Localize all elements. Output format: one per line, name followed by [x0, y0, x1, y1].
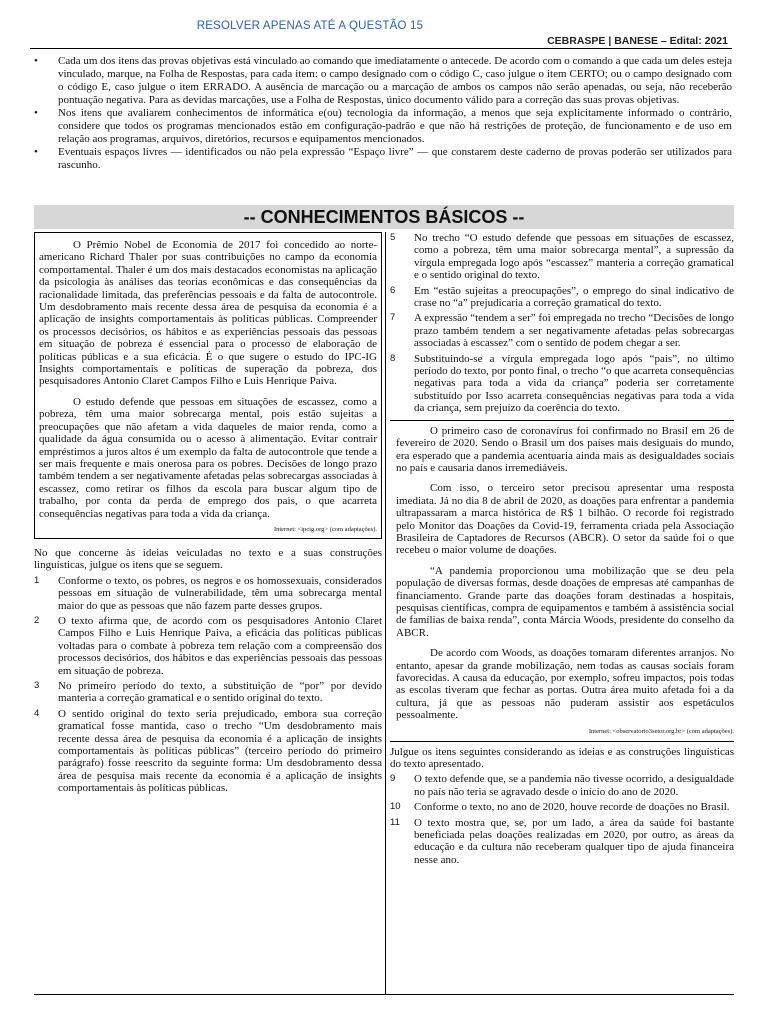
bullet-icon: •	[34, 107, 38, 119]
question-number: 8	[390, 352, 396, 364]
question-item	[390, 285, 734, 310]
question-text: Conforme o texto, os pobres, os negros e os homossexuais, considerados pessoas em situação de vulnerabilidade, têm uma sobrecarga mental maior do que as pessoas que não fazem parte desses grupos.	[58, 574, 382, 612]
question-number: 10	[390, 801, 401, 813]
question-number: 11	[390, 816, 400, 828]
question-text: O texto afirma que, de acordo com os pesquisadores Antonio Claret Campos Filho e Luis Henrique Paiva, a eficácia das políticas públicas voltadas para o combate à pobreza tem relação com a compreensão dos processos decisórios, dos hábitos e das experiências pessoais das pessoas em situação de pobreza.	[58, 614, 382, 677]
question-number: 3	[34, 680, 40, 691]
instructions	[34, 55, 732, 172]
question-item	[390, 312, 734, 349]
question-item	[390, 232, 734, 282]
question-item	[390, 801, 734, 813]
bullet-icon: •	[34, 146, 38, 158]
text2-paragraph: “A pandemia proporcionou uma mobilização que se deu pela população de diversas formas, desde doações de empresas até campanhas de financiamento. Grande parte das doações foram destinadas a hospitais, pesquisas científicas, compra de equipamentos e também à assistência social de famílias de baixa renda”, conta Márcia Woods, presidente do conselho da ABCR.	[396, 564, 734, 639]
column-divider	[385, 232, 386, 994]
text2-paragraph: O primeiro caso de coronavírus foi confirmado no Brasil em 26 de fevereiro de 2020. Sendo o Brasil um dos países mais desiguais do mundo, era esperado que a pandemia acentuaria ainda mais as desigualdades sociais no país e causaria danos irremediáveis.	[396, 424, 734, 474]
question-number: 2	[34, 614, 40, 626]
exam-header: CEBRASPE | BANESE – Edital: 2021	[547, 35, 728, 47]
question-item	[34, 575, 382, 612]
text1-paragraph: O estudo defende que pessoas em situações de escassez, como a pobreza, têm uma maior sobrecarga mental, pois estão sujeitas a preocupações que não afetam a vida daqueles de maior renda, como a qualidade da água consumida ou o acesso à alimentação. Evitar contrair empréstimos a juros altos é um exemplo da falta de autocontrole que tende a ser mais frequente e mais onerosa para os pobres. Decisões de longo prazo também tendem a ser negativamente afetadas pelas sobrecargas associadas à escassez, como retirar os filhos da escola para buscar algum tipo de trabalho, por conta da perda de emprego dos pais, o que acarreta consequências negativas para toda a vida da criança.	[39, 395, 377, 520]
question-item	[34, 708, 382, 795]
question-text: O texto defende que, se a pandemia não tivesse ocorrido, a desigualdade no país não teria se agravado desde o início do ano de 2020.	[414, 773, 734, 798]
question-item	[390, 817, 734, 867]
divider	[390, 741, 734, 742]
instruction-text: Nos itens que avaliarem conhecimentos de informática e(ou) tecnologia da informação, a menos que seja explicitamente informado o contrário, considere que todos os programas mencionados estão em configuração-padrão e que não há restrições de proteção, de funcionamento e de uso em relação aos programas, arquivos, diretórios, recursos e equipamentos mencionados.	[58, 107, 732, 145]
question-number: 7	[390, 312, 396, 324]
text1-intro: No que concerne às ideias veiculadas no texto e a suas construções linguísticas, julgue os itens que se seguem.	[34, 546, 382, 572]
question-text: O sentido original do texto seria prejudicado, embora sua correção gramatical fosse mantida, caso o trecho “Um desdobramento mais recente dessa área de pesquisa da economia é a aplicação de insights comportamentais às políticas públicas” (terceiro período do primeiro parágrafo) fosse reescrito da seguinte forma: Um desdobramento dessa área de pesquisa mais recente da economia é a aplicação de insights comportamentais às políticas públicas.	[58, 707, 382, 795]
question-number: 9	[390, 773, 396, 785]
header-divider	[30, 48, 732, 49]
question-number: 4	[34, 707, 40, 719]
question-text: No primeiro período do texto, a substituição de “por” por devido manteria a correção gramatical e o sentido original do texto.	[58, 680, 382, 705]
question-text: Substituindo-se a vírgula empregada logo após “pais”, no último período do texto, por ponto final, o trecho “o que acarreta consequências negativas para toda a vida da criança” poderia ser corretamente substituído por Isso acarreta consequências negativas para toda a vida da criança, sem prejuízo da coerência do texto.	[414, 352, 734, 415]
question-text: Em “estão sujeitas a preocupações”, o emprego do sinal indicativo de crase no “a” prejudicaria a correção gramatical do texto.	[414, 284, 734, 310]
question-number: 6	[390, 284, 396, 296]
question-text: No trecho “O estudo defende que pessoas em situações de escassez, como a pobreza, têm uma maior sobrecarga mental”, a supressão da vírgula empregada logo após “escassez” manteria a correção gramatical e o sentido original do texto.	[414, 232, 734, 282]
right-column	[390, 232, 734, 866]
question-item	[34, 615, 382, 677]
instruction-item	[34, 146, 732, 172]
text2	[390, 421, 734, 736]
instruction-text: Cada um dos itens das provas objetivas está vinculado ao comando que imediatamente o antecede. De acordo com o comando a que cada um deles esteja vinculado, marque, na Folha de Respostas, para cada item: o campo designado com o código C, caso julgue o item CERTO; ou o campo designado com o código E, caso julgue o item ERRADO. A ausência de marcação ou a marcação de ambos os campos não serão apenadas, ou seja, não receberão pontuação negativa. Para as devidas marcações, use a Folha de Respostas, único documento válido para a correção das suas provas objetivas.	[58, 55, 732, 106]
question-number: 5	[390, 232, 396, 243]
text2-source: Internet: <observatorio3setor.org.br> (com adaptações).	[588, 727, 734, 735]
instruction-item	[34, 55, 732, 107]
text2-paragraph: De acordo com Woods, as doações tomaram diferentes arranjos. No entanto, apesar da grande mobilização, nem todas as causas sociais foram favorecidas. A causa da educação, por exemplo, sofreu impactos, pois todas as escolas tiveram que fechar as portas. Outra área muito afetada foi a da cultura, já que as pessoas não puderam assistir aos espetáculos pessoalmente.	[396, 647, 734, 722]
text2-intro: Julgue os itens seguintes considerando as ideias e as construções linguísticas do texto apresentado.	[390, 745, 734, 771]
text1-box	[34, 232, 382, 539]
text1-paragraph: O Prêmio Nobel de Economia de 2017 foi concedido ao norte-americano Richard Thaler por suas contribuições no campo da economia comportamental. Thaler é um dos mais destacados economistas na aplicação da psicologia às análises das teorias econômicas e das consequências da racionalidade limitada, das preferências pessoais e da falta de autocontrole. Um desdobramento mais recente dessa área de pesquisa da economia é a aplicação de insights comportamentais às políticas públicas. Compreender os processos decisórios, os hábitos e as experiências pessoais das pessoas em situação de pobreza é essencial para o processo de elaboração de políticas públicas e a sua eficácia. É o que sugere o estudo do IPC-IG Insights comportamentais e políticas de superação da pobreza, dos pesquisadores Antonio Claret Campos Filho e Luis Henrique Paiva.	[39, 239, 377, 388]
question-item	[390, 353, 734, 415]
instruction-text: Eventuais espaços livres — identificados ou não pela expressão “Espaço livre” — que constarem deste caderno de provas poderão ser utilizados para rascunho.	[58, 146, 732, 171]
question-text: Conforme o texto, no ano de 2020, houve recorde de doações no Brasil.	[414, 801, 730, 814]
question-item	[34, 680, 382, 705]
question-number: 1	[34, 574, 40, 586]
question-text: A expressão “tendem a ser” foi empregada no trecho “Decisões de longo prazo também tendem a ser negativamente afetadas pelas sobrecargas associadas à escassez” com o sentido de podem chegar a ser.	[414, 312, 734, 350]
top-banner: RESOLVER APENAS ATÉ A QUESTÃO 15	[196, 20, 424, 32]
text1-source: Internet: <ipcig.org> (com adaptações).	[273, 525, 377, 533]
left-column	[34, 232, 382, 795]
text2-paragraph: Com isso, o terceiro setor precisou apresentar uma resposta imediata. Já no dia 8 de abril de 2020, as doações para enfrentar a pandemia ultrapassaram a marca histórica de R$ 1 bilhão. O recorde foi registrado pelo Monitor das Doações da Covid-19, ferramenta criada pela Associação Brasileira de Captadores de Recursos (ABCR). O setor da saúde foi o que recebeu o maior volume de doações.	[396, 482, 734, 557]
bullet-icon: •	[34, 55, 38, 67]
bottom-divider	[34, 994, 734, 995]
question-text: O texto mostra que, se, por um lado, a área da saúde foi bastante beneficiada pelas doações realizadas em 2020, por outro, as áreas da educação e da cultura não receberam qualquer tipo de ajuda financeira nesse ano.	[414, 816, 734, 866]
section-title: -- CONHECIMENTOS BÁSICOS --	[34, 205, 734, 229]
question-item	[390, 773, 734, 798]
instruction-item	[34, 107, 732, 146]
